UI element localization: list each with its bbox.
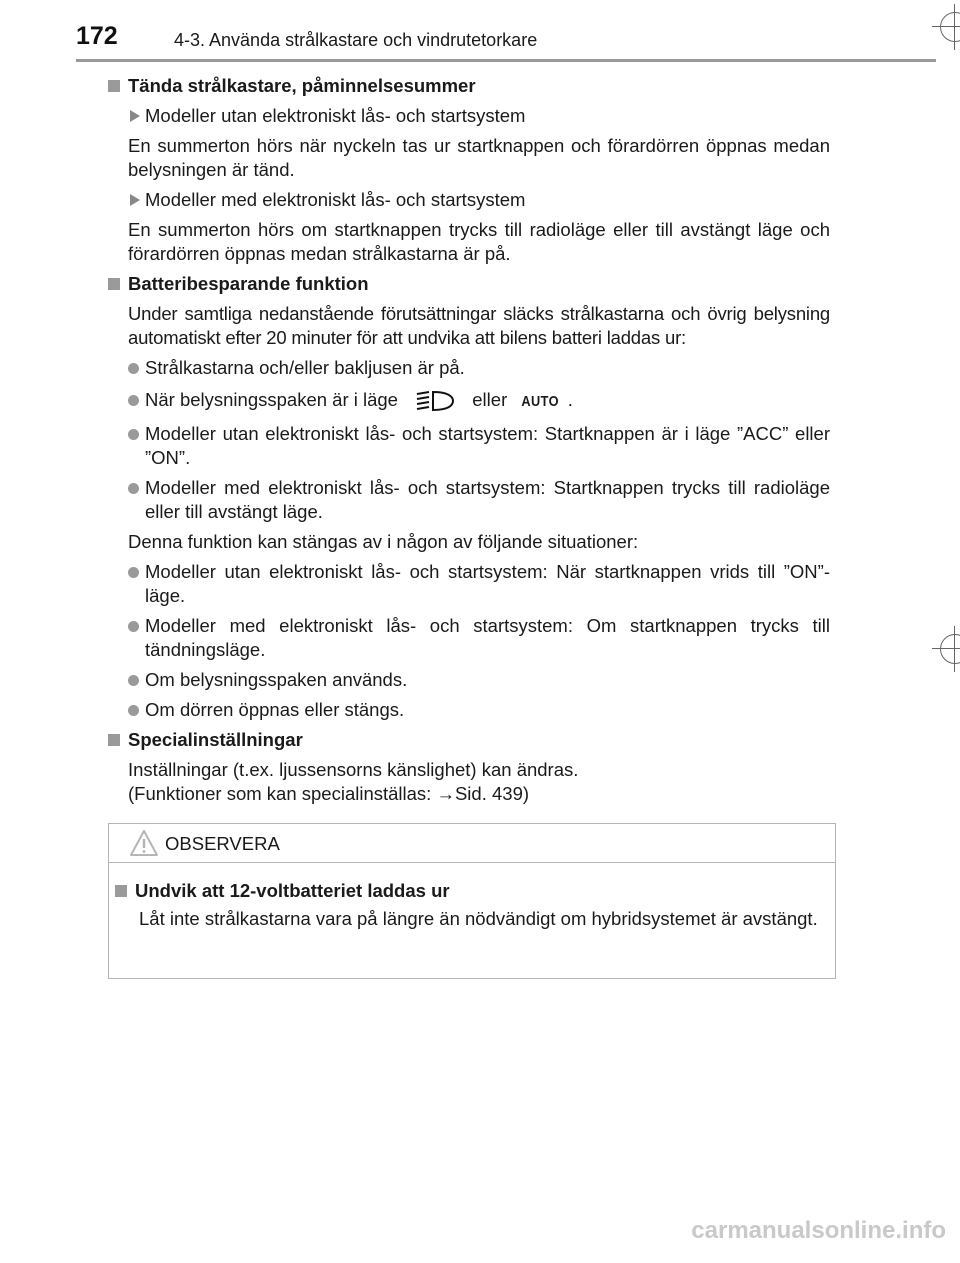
paragraph: Under samtliga nedanstående förutsättningar släcks strålkastarna och övrig belysning automatiskt efter 20 minuter för att undvika att bilens batteri laddas ur:: [128, 303, 830, 348]
round-bullet-icon: [128, 705, 139, 716]
round-bullet-icon: [128, 675, 139, 686]
watermark: carmanualsonline.info: [691, 1217, 946, 1244]
paragraph-reference: (Funktioner som kan specialinställas: →Sid. 439): [128, 783, 530, 805]
list-item: Modeller med elektroniskt lås- och startsystem: Om startknappen trycks till tändningsläge.: [108, 614, 830, 662]
list-item: Modeller utan elektroniskt lås- och startsystem: Startknappen är i läge ”ACC” eller ”ON”.: [108, 422, 830, 470]
section-heading-custom-settings: Specialinställningar: [108, 728, 830, 752]
chapter-title: 4-3. Använda strålkastare och vindrutetorkare: [174, 30, 538, 50]
round-bullet-icon: [128, 567, 139, 578]
paragraph: En summerton hörs när nyckeln tas ur startknappen och förardörren öppnas medan belysningen är tänd.: [128, 135, 830, 180]
list-item: Modeller utan elektroniskt lås- och startsystem: När startknappen vrids till ”ON”-läge.: [108, 560, 830, 608]
section-heading-reminder: Tända strålkastare, påminnelsesummer: [108, 74, 830, 98]
header-rule: [76, 59, 936, 62]
warning-triangle-icon: [129, 828, 159, 858]
list-item: Om belysningsspaken används.: [108, 668, 830, 692]
paragraph: En summerton hörs om startknappen trycks till radioläge eller till avstängt läge och förardörren öppnas medan strålkastarna är på.: [128, 219, 830, 264]
notice-header: [109, 824, 835, 863]
round-bullet-icon: [128, 483, 139, 494]
page-number: 172: [76, 22, 118, 50]
section-heading-battery-saver: Batteribesparande funktion: [108, 272, 830, 296]
page-reference-link[interactable]: Sid. 439): [454, 783, 530, 805]
paragraph: Denna funktion kan stängas av i någon av följande situationer:: [128, 531, 639, 553]
notice-text: Låt inte strålkastarna vara på längre än nödvändigt om hybridsystemet är avstängt.: [139, 908, 818, 929]
square-bullet-icon: [108, 278, 120, 290]
round-bullet-icon: [128, 363, 139, 374]
arrow-right-icon: →: [436, 783, 455, 805]
crop-mark-top-right: [940, 12, 960, 42]
notice-heading: Undvik att 12-voltbatteriet laddas ur: [115, 879, 821, 903]
paragraph: Inställningar (t.ex. ljussensorns känslighet) kan ändras.: [128, 759, 579, 781]
round-bullet-icon: [128, 395, 139, 406]
square-bullet-icon: [108, 734, 120, 746]
triangle-bullet-icon: [130, 110, 140, 122]
page-header: [76, 22, 960, 58]
round-bullet-icon: [128, 429, 139, 440]
notice-box: [108, 823, 836, 979]
notice-title: OBSERVERA: [165, 833, 280, 854]
subheading-without-smart-key: Modeller utan elektroniskt lås- och startsystem: [108, 104, 830, 128]
list-item: Modeller med elektroniskt lås- och startsystem: Startknappen trycks till radioläge eller till avstängt läge.: [108, 476, 830, 524]
list-item: När belysningsspaken är i läge eller AUTO .: [108, 388, 830, 414]
headlight-icon: [403, 388, 459, 414]
triangle-bullet-icon: [130, 194, 140, 206]
square-bullet-icon: [108, 80, 120, 92]
square-bullet-icon: [115, 885, 127, 897]
list-item: Strålkastarna och/eller bakljusen är på.: [108, 356, 830, 380]
subheading-with-smart-key: Modeller med elektroniskt lås- och startsystem: [108, 188, 830, 212]
list-item: Om dörren öppnas eller stängs.: [108, 698, 830, 722]
auto-icon: AUTO: [521, 393, 560, 410]
notice-body: [109, 863, 835, 931]
crop-mark-mid-right: [940, 634, 960, 664]
main-content: [108, 74, 830, 812]
round-bullet-icon: [128, 621, 139, 632]
